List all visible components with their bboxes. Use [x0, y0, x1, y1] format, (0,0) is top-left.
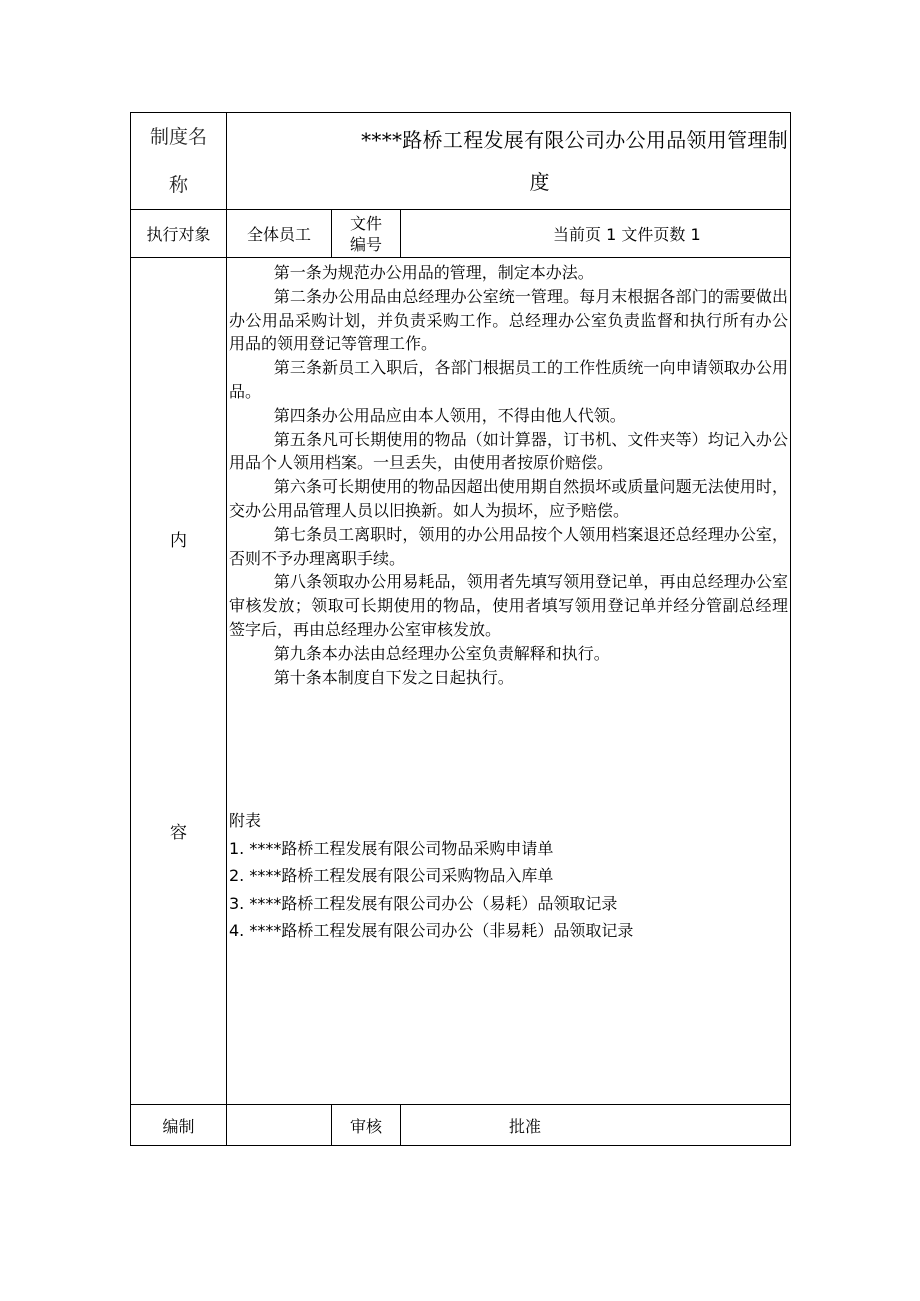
title-cell — [227, 113, 791, 210]
annex-item: 3. ****路桥工程发展有限公司办公（易耗）品领取记录 — [229, 893, 618, 913]
annex — [229, 807, 788, 945]
article-3: 第三条新员工入职后，各部门根据员工的工作性质统一向申请领取办公用品。 — [229, 358, 789, 401]
compile-label: 编制 — [131, 1105, 227, 1146]
content-label-bottom: 容 — [170, 823, 187, 843]
approve-label: 批准 — [401, 1105, 791, 1146]
name-label-line2: 称 — [168, 174, 188, 196]
name-label-cell — [131, 113, 227, 210]
article-5: 第五条凡可长期使用的物品（如计算器，订书机、文件夹等）均记入办公用品个人领用档案。一旦丢失，由使用者按原价赔偿。 — [229, 429, 789, 473]
meta-row — [131, 210, 791, 258]
annex-title: 附表 — [229, 811, 262, 831]
page-info: 当前页 1 文件页数 1 — [401, 210, 791, 258]
document-title-line1: ****路桥工程发展有限公司办公用品领用管理制 — [361, 128, 789, 152]
article-2: 第二条办公用品由总经理办公室统一管理。每月末根据各部门的需要做出办公用品采购计划，并负责采购工作。总经理办公室负责监督和执行所有办公用品的领用登记等管理工作。 — [229, 286, 789, 354]
article-6: 第六条可长期使用的物品因超出使用期自然损坏或质量问题无法使用时，交办公用品管理人员以旧换新。如人为损坏，应予赔偿。 — [229, 477, 789, 520]
article-1: 第一条为规范办公用品的管理，制定本办法。 — [273, 263, 594, 282]
article-10: 第十条本制度自下发之日起执行。 — [273, 667, 514, 687]
name-label-line1: 制度名 — [149, 126, 207, 148]
document-title-line2: 度 — [529, 170, 550, 194]
articles — [229, 261, 788, 689]
regulation-table — [130, 112, 791, 1146]
annex-item: 1. ****路桥工程发展有限公司物品采购申请单 — [229, 838, 554, 858]
annex-item: 2. ****路桥工程发展有限公司采购物品入库单 — [229, 866, 554, 886]
file-number-label-line1: 文件 — [349, 213, 382, 233]
content-cell — [227, 258, 791, 1105]
content-label-cell — [131, 258, 227, 1105]
target-label: 执行对象 — [131, 210, 227, 258]
title-row — [131, 113, 791, 210]
content-row — [131, 258, 791, 1105]
file-number-label-line2: 编号 — [349, 234, 382, 254]
signoff-row — [131, 1105, 791, 1146]
article-8: 第八条领取办公用易耗品，领用者先填写领用登记单，再由总经理办公室审核发放；领取可长期使用的物品，使用者填写领用登记单并经分管副总经理签字后，再由总经理办公室审核发放。 — [229, 572, 789, 639]
target-value: 全体员工 — [227, 210, 332, 258]
review-label: 审核 — [332, 1105, 401, 1146]
annex-item: 4. ****路桥工程发展有限公司办公（非易耗）品领取记录 — [229, 921, 634, 941]
compile-value — [227, 1105, 332, 1146]
article-9: 第九条本办法由总经理办公室负责解释和执行。 — [273, 643, 610, 663]
article-4: 第四条办公用品应由本人领用，不得由他人代领。 — [273, 405, 626, 425]
annex-list — [229, 835, 788, 945]
article-7: 第七条员工离职时，领用的办公用品按个人领用档案退还总经理办公室，否则不予办理离职手续。 — [229, 524, 789, 568]
content-label-top: 内 — [170, 531, 187, 551]
file-number-label — [332, 210, 401, 258]
